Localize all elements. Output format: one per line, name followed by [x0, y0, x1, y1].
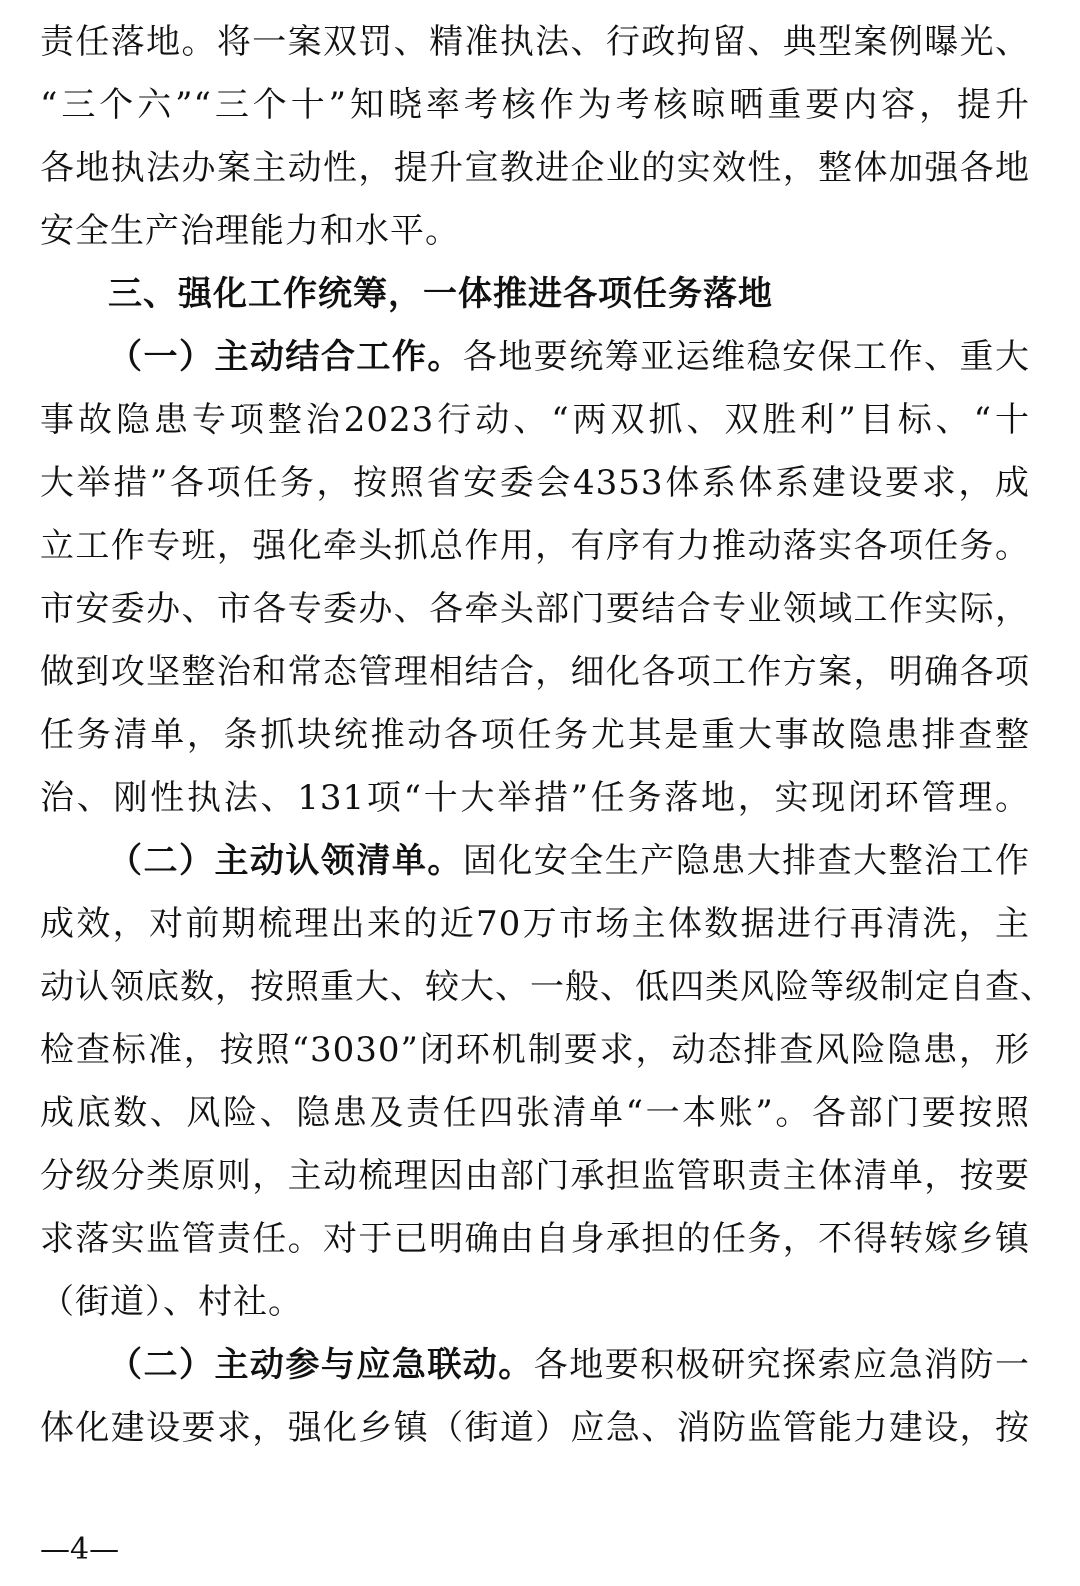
- item-title: （二）主动参与应急联动。: [108, 1345, 534, 1385]
- section-heading: 三、强化工作统筹，一体推进各项任务落地: [108, 274, 773, 314]
- item-first-line: [108, 839, 1030, 883]
- item-text: 各地要统筹亚运维稳安保工作、重大: [462, 337, 1031, 377]
- paragraph-line: 成底数、风险、隐患及责任四张清单“一本账”。各部门要按照: [40, 1093, 1030, 1133]
- paragraph-line: 各地执法办案主动性，提升宣教进企业的实效性，整体加强各地: [40, 148, 1030, 188]
- paragraph-line: 任务清单，条抓块统推动各项任务尤其是重大事故隐患排查整: [40, 715, 1030, 755]
- paragraph-line: 求落实监管责任。对于已明确由自身承担的任务，不得转嫁乡镇: [40, 1219, 1030, 1259]
- paragraph-line: “三个六”“三个十”知晓率考核作为考核晾晒重要内容，提升: [40, 85, 1030, 125]
- paragraph-line: 安全生产治理能力和水平。: [40, 211, 460, 251]
- paragraph-line: 立工作专班，强化牵头抓总作用，有序有力推动落实各项任务。: [40, 526, 1030, 566]
- item-text: 各地要积极研究探索应急消防一: [533, 1345, 1031, 1385]
- paragraph-line: 治、刚性执法、131项“十大举措”任务落地，实现闭环管理。: [40, 778, 1030, 818]
- paragraph-line: （街道）、村社。: [40, 1282, 303, 1322]
- item-first-line: [108, 335, 1030, 379]
- paragraph-line: 大举措”各项任务，按照省安委会4353体系体系建设要求，成: [40, 463, 1030, 503]
- item-first-line: [108, 1343, 1030, 1387]
- paragraph-line: 分级分类原则，主动梳理因由部门承担监管职责主体清单，按要: [40, 1156, 1030, 1196]
- paragraph-line: 动认领底数，按照重大、较大、一般、低四类风险等级制定自查、: [40, 967, 1055, 1007]
- paragraph-line: 做到攻坚整治和常态管理相结合，细化各项工作方案，明确各项: [40, 652, 1030, 692]
- item-text: 固化安全生产隐患大排查大整治工作: [462, 841, 1031, 881]
- paragraph-line: 检查标准，按照“3030”闭环机制要求，动态排查风险隐患，形: [40, 1030, 1030, 1070]
- paragraph-line: 责任落地。将一案双罚、精准执法、行政拘留、典型案例曝光、: [40, 22, 1030, 62]
- paragraph-line: 事故隐患专项整治2023行动、“两双抓、双胜利”目标、“十: [40, 400, 1030, 440]
- item-title: （二）主动认领清单。: [108, 841, 463, 881]
- paragraph-line: 成效，对前期梳理出来的近70万市场主体数据进行再清洗，主: [40, 904, 1030, 944]
- paragraph-line: 体化建设要求，强化乡镇（街道）应急、消防监管能力建设，按: [40, 1408, 1030, 1448]
- paragraph-line: 市安委办、市各专委办、各牵头部门要结合专业领域工作实际，: [40, 589, 1030, 629]
- page-number: —4—: [40, 1532, 120, 1567]
- item-title: （一）主动结合工作。: [108, 337, 463, 377]
